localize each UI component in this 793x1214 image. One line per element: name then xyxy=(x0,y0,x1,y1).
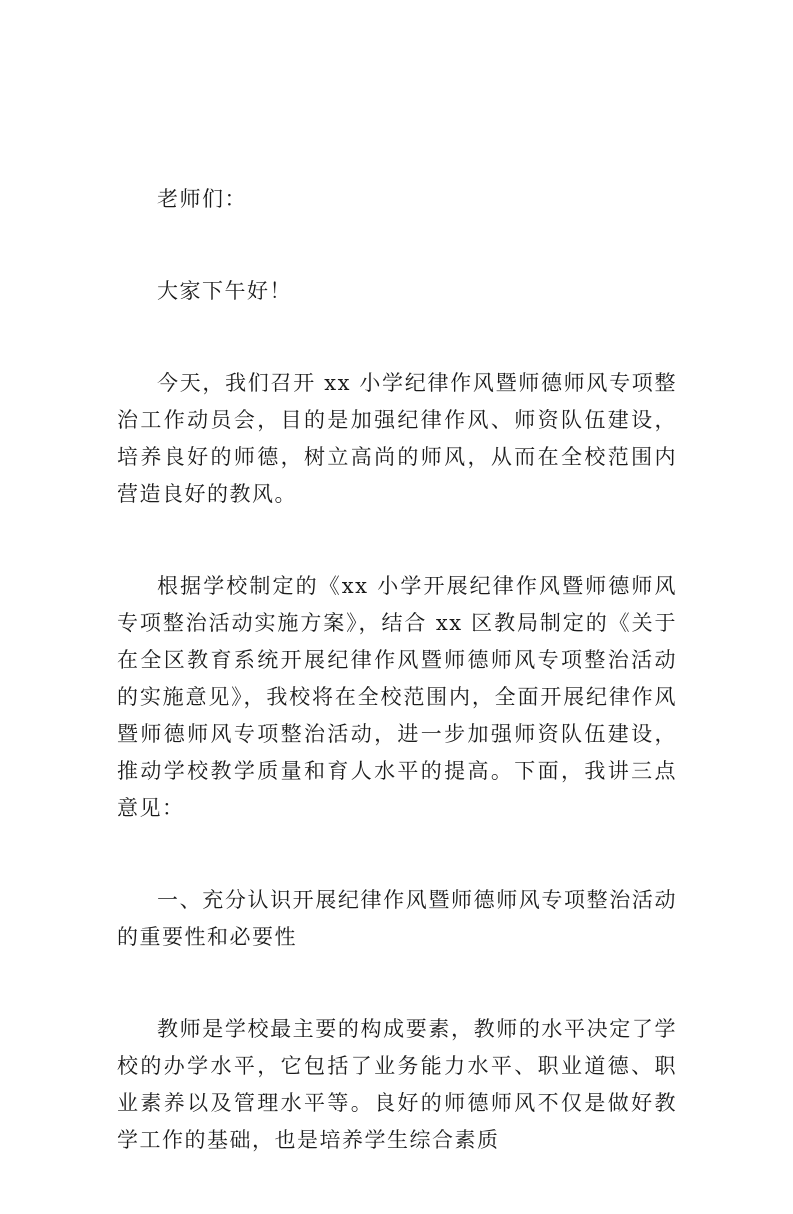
paragraph-section-1-body: 教师是学校最主要的构成要素，教师的水平决定了学校的办学水平，它包括了业务能力水平、职业道德、职业素养以及管理水平等。良好的师德师风不仅是做好教学工作的基础，也是培养学生综合素质 xyxy=(117,1017,677,1152)
document-page xyxy=(117,181,677,1214)
salutation: 老师们： xyxy=(157,187,247,211)
paragraph-intro: 今天，我们召开 xx 小学纪律作风暨师德师风专项整治工作动员会，目的是加强纪律作风、师资队伍建设，培养良好的师德，树立高尚的师风，从而在全校范围内营造良好的教风。 xyxy=(117,371,677,506)
greeting: 大家下午好！ xyxy=(157,279,292,303)
paragraph-basis: 根据学校制定的《xx 小学开展纪律作风暨师德师风专项整治活动实施方案》，结合 xx 区教局制定的《关于在全区教育系统开展纪律作风暨师德师风专项整治活动的实施意见》，我校将在全校范围内，全面开展纪律作风暨师德师风专项整治活动，进一步加强师资队伍建设，推动学校教学质量和育人水平的提高。下面，我讲三点意见： xyxy=(117,574,677,820)
section-heading-1: 一、充分认识开展纪律作风暨师德师风专项整治活动的重要性和必要性 xyxy=(117,888,677,949)
